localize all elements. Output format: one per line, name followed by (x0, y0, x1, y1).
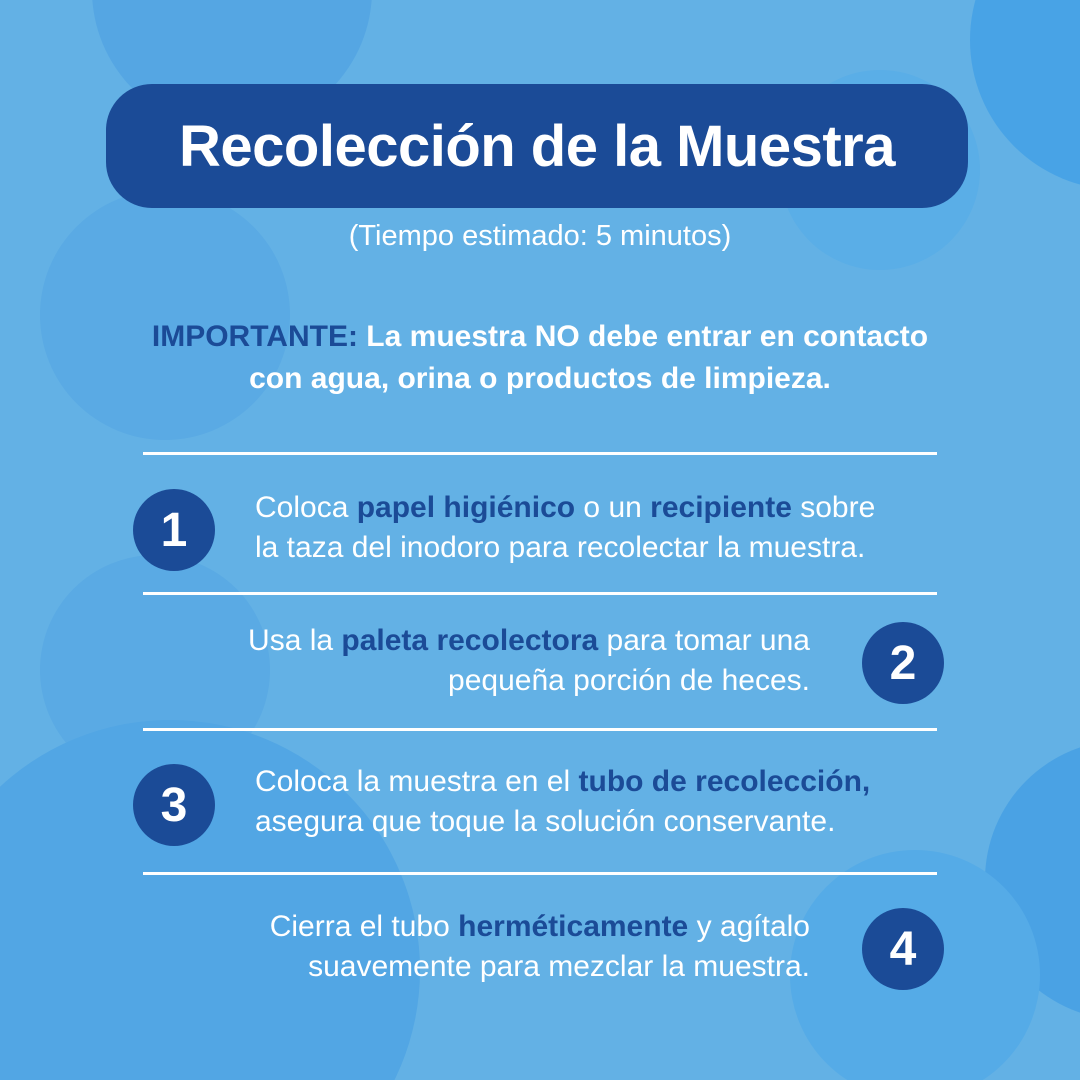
step-3-text-line2: asegura que toque la solución conservante. (255, 805, 836, 838)
step-3-highlight: tubo de recolección, (578, 765, 871, 798)
step-2-text (248, 621, 810, 701)
step-1-text-line2: la taza del inodoro para recolectar la muestra. (255, 531, 866, 564)
title-banner (106, 84, 968, 208)
step-1-highlight: papel higiénico (356, 491, 576, 524)
step-1-text-part: o un (575, 491, 651, 524)
step-2-text-part: para tomar una (598, 624, 810, 657)
divider (143, 592, 937, 595)
step-1-highlight: recipiente (650, 491, 792, 524)
step-4-text-line2: suavemente para mezclar la muestra. (308, 950, 810, 983)
step-2-highlight: paleta recolectora (341, 624, 599, 657)
divider (143, 872, 937, 875)
important-text: La muestra NO debe entrar en contacto (357, 320, 929, 353)
important-label: IMPORTANTE: (151, 320, 358, 353)
step-4-number-badge: 4 (862, 908, 944, 990)
step-3-text-part: Coloca la muestra en el (255, 765, 579, 798)
step-2-text-line2: pequeña porción de heces. (448, 664, 810, 697)
step-4-highlight: herméticamente (458, 910, 689, 943)
page-title: Recolección de la Muestra (179, 113, 895, 179)
background-circle (970, 0, 1080, 190)
step-4-text-part: y agítalo (688, 910, 810, 943)
divider (143, 728, 937, 731)
step-4-text (270, 907, 810, 987)
important-notice (100, 316, 980, 400)
step-3-text (255, 762, 870, 842)
step-3-number-badge: 3 (133, 764, 215, 846)
step-1-text-part: sobre (791, 491, 876, 524)
divider (143, 452, 937, 455)
step-1-text-part: Coloca (255, 491, 357, 524)
estimated-time: (Tiempo estimado: 5 minutos) (348, 220, 732, 252)
step-1-number-badge: 1 (133, 489, 215, 571)
step-4-text-part: Cierra el tubo (269, 910, 459, 943)
important-text-line2: con agua, orina o productos de limpieza. (249, 362, 831, 395)
step-2-text-part: Usa la (248, 624, 342, 657)
step-1-text (255, 488, 875, 568)
step-2-number-badge: 2 (862, 622, 944, 704)
